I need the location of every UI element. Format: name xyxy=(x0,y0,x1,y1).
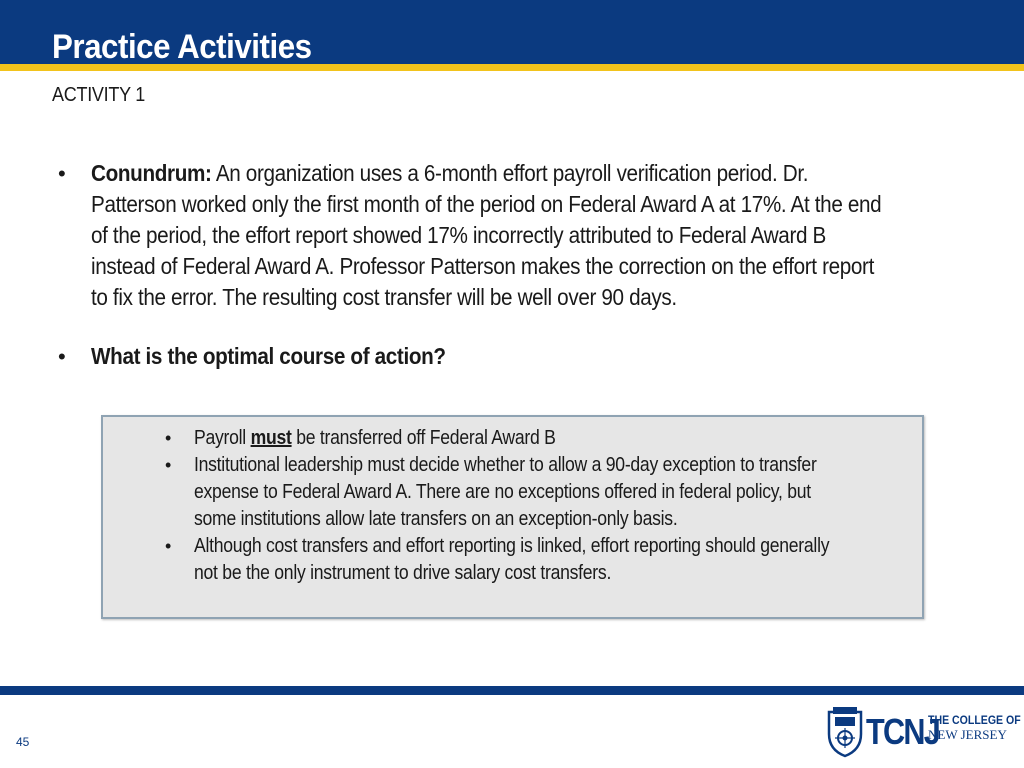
answer-item-2 xyxy=(165,452,925,533)
answer-1-post: be transferred off Federal Award B xyxy=(291,427,556,449)
answer-list xyxy=(165,425,925,587)
bullet-glyph: • xyxy=(58,161,66,186)
conundrum-text xyxy=(91,158,887,313)
answer-1-pre: Payroll xyxy=(194,427,251,449)
question-text: What is the optimal course of action? xyxy=(91,343,446,369)
conundrum-body: An organization uses a 6-month effort payroll verification period. Dr. Patterson worked only the first month of the period on Federal Award A at 17%. At the end of the period, the effort report showed 17% incorrectly attributed to Federal Award B instead of Federal Award A. Professor Patterson makes the correction on the effort report to fix the error. The resulting cost transfer will be well over 90 days. xyxy=(91,160,882,310)
answer-text-3: Although cost transfers and effort reporting is linked, effort reporting should generally not be the only instrument to drive salary cost transfers. xyxy=(194,535,830,584)
answer-text-1 xyxy=(194,425,837,452)
logo-name-line2: NEW JERSEY xyxy=(928,727,1007,742)
answer-item-3 xyxy=(165,533,925,587)
page-title: Practice Activities xyxy=(52,28,312,66)
page-number: 45 xyxy=(16,735,30,749)
bullet-conundrum xyxy=(56,158,976,313)
answer-box xyxy=(101,415,924,619)
answer-item-1 xyxy=(165,425,925,452)
bullet-glyph: • xyxy=(165,536,172,556)
footer-rule xyxy=(0,686,1024,695)
logo-wordmark: TCNJ xyxy=(866,711,940,752)
tcnj-logo xyxy=(826,704,1021,758)
bullet-question xyxy=(56,341,976,372)
logo-name-line1: THE COLLEGE OF xyxy=(928,713,1021,727)
answer-1-emphasis: must xyxy=(250,427,292,449)
conundrum-label: Conundrum: xyxy=(91,160,212,186)
answer-text-2: Institutional leadership must decide whether to allow a 90-day exception to transfer expense to Federal Award A. There are no exceptions offered in federal policy, but some institutions allow late transfers on an exception-only basis. xyxy=(194,454,817,530)
page-subtitle: ACTIVITY 1 xyxy=(52,84,146,106)
seal-icon xyxy=(826,704,864,758)
main-bullet-list xyxy=(56,158,976,372)
bullet-glyph: • xyxy=(165,428,172,448)
bullet-glyph: • xyxy=(58,344,66,369)
bullet-glyph: • xyxy=(165,455,172,475)
